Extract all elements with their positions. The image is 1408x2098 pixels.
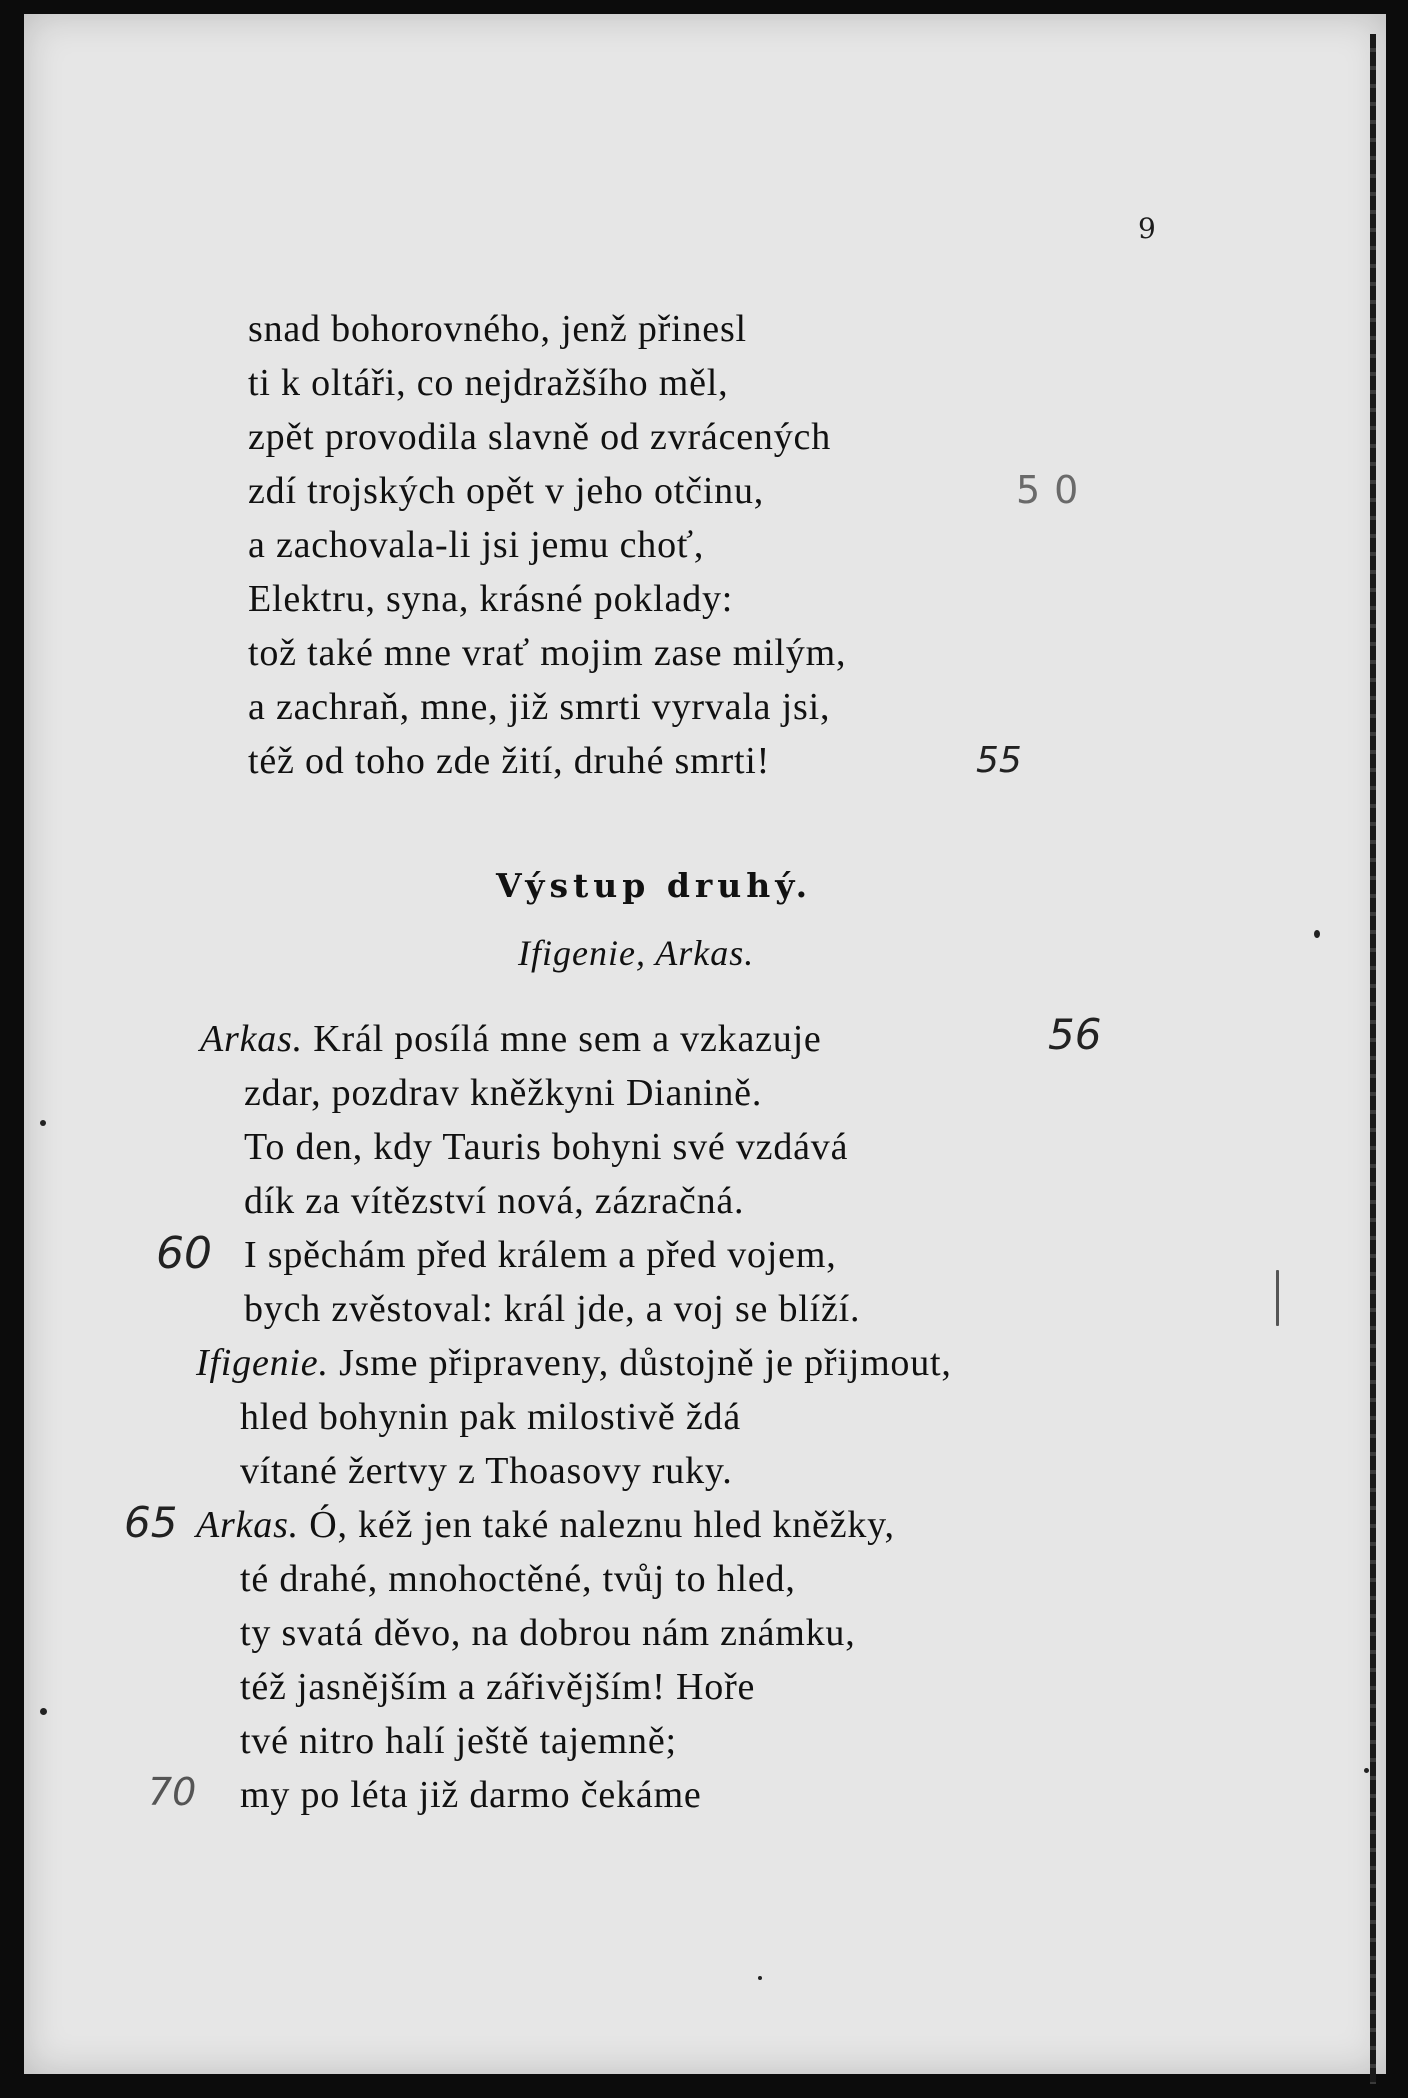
- dialogue-line-11: té drahé, mnohoctěné, tvůj to hled,: [240, 1558, 796, 1600]
- page-edge-shadow: [1370, 34, 1376, 2084]
- verse-line-6: Elektru, syna, krásné poklady:: [248, 578, 734, 620]
- scan-mark: [1276, 1270, 1279, 1326]
- book-page: [24, 14, 1386, 2074]
- scan-speck: [1364, 1768, 1369, 1773]
- dialogue-line-8: hled bohynin pak milostivě ždá: [240, 1396, 742, 1438]
- dialogue-line-15: my po léta již darmo čekáme: [240, 1774, 702, 1816]
- verse-line-4: zdí trojských opět v jeho otčinu,: [248, 470, 765, 512]
- dialogue-text: Jsme připraveny, důstojně je přijmout,: [339, 1342, 952, 1384]
- speaker-name: Arkas.: [200, 1018, 303, 1060]
- verse-line-1: snad bohorovného, jenž přinesl: [248, 308, 747, 350]
- scan-speck: [40, 1708, 47, 1715]
- margin-number-60: 60: [156, 1228, 212, 1279]
- margin-number-70: 70: [148, 1770, 197, 1814]
- speaker-name: Arkas.: [196, 1504, 299, 1546]
- speaker-name: Ifigenie.: [196, 1342, 329, 1384]
- dialogue-line-5: I spěchám před králem a před vojem,: [244, 1234, 837, 1276]
- verse-line-5: a zachovala-li jsi jemu choť,: [248, 524, 705, 566]
- scan-speck: [758, 1976, 762, 1980]
- scene-heading: Výstup druhý.: [496, 866, 813, 905]
- verse-line-3: zpět provodila slavně od zvrácených: [248, 416, 831, 458]
- margin-number-55: 55: [976, 740, 1022, 781]
- margin-number-65: 65: [124, 1498, 178, 1547]
- verse-line-8: a zachraň, mne, již smrti vyrvala jsi,: [248, 686, 831, 728]
- scan-speck: [40, 1120, 46, 1126]
- dialogue-line-13: též jasnějším a zářivějším! Hoře: [240, 1666, 756, 1708]
- dialogue-line-2: zdar, pozdrav kněžkyni Dianině.: [244, 1072, 763, 1114]
- dialogue-line-6: bych zvěstoval: král jde, a voj se blíží.: [244, 1288, 861, 1330]
- scan-speck: [1314, 930, 1320, 938]
- dialogue-line-12: ty svatá děvo, na dobrou nám známku,: [240, 1612, 856, 1654]
- margin-number-56: 56: [1048, 1010, 1102, 1059]
- verse-line-7: tož také mne vrať mojim zase milým,: [248, 632, 847, 674]
- dialogue-line-1: [200, 1016, 822, 1062]
- dialogue-line-7: [196, 1340, 952, 1386]
- dialogue-text: Ó, kéž jen také naleznu hled kněžky,: [309, 1504, 895, 1546]
- dialogue-line-3: To den, kdy Tauris bohyni své vzdává: [244, 1126, 849, 1168]
- dialogue-line-9: vítané žertvy z Thoasovy ruky.: [240, 1450, 733, 1492]
- verse-line-9: též od toho zde žití, druhé smrti!: [248, 740, 771, 782]
- margin-number-50: 50: [1016, 468, 1093, 512]
- page-number: 9: [1138, 212, 1156, 245]
- scene-persons: Ifigenie, Arkas.: [518, 933, 755, 973]
- dialogue-line-14: tvé nitro halí ještě tajemně;: [240, 1720, 677, 1762]
- dialogue-text: Král posílá mne sem a vzkazuje: [313, 1018, 822, 1060]
- dialogue-line-4: dík za vítězství nová, zázračná.: [244, 1180, 745, 1222]
- dialogue-line-10: [196, 1502, 895, 1548]
- verse-line-2: ti k oltáři, co nejdražšího měl,: [248, 362, 729, 404]
